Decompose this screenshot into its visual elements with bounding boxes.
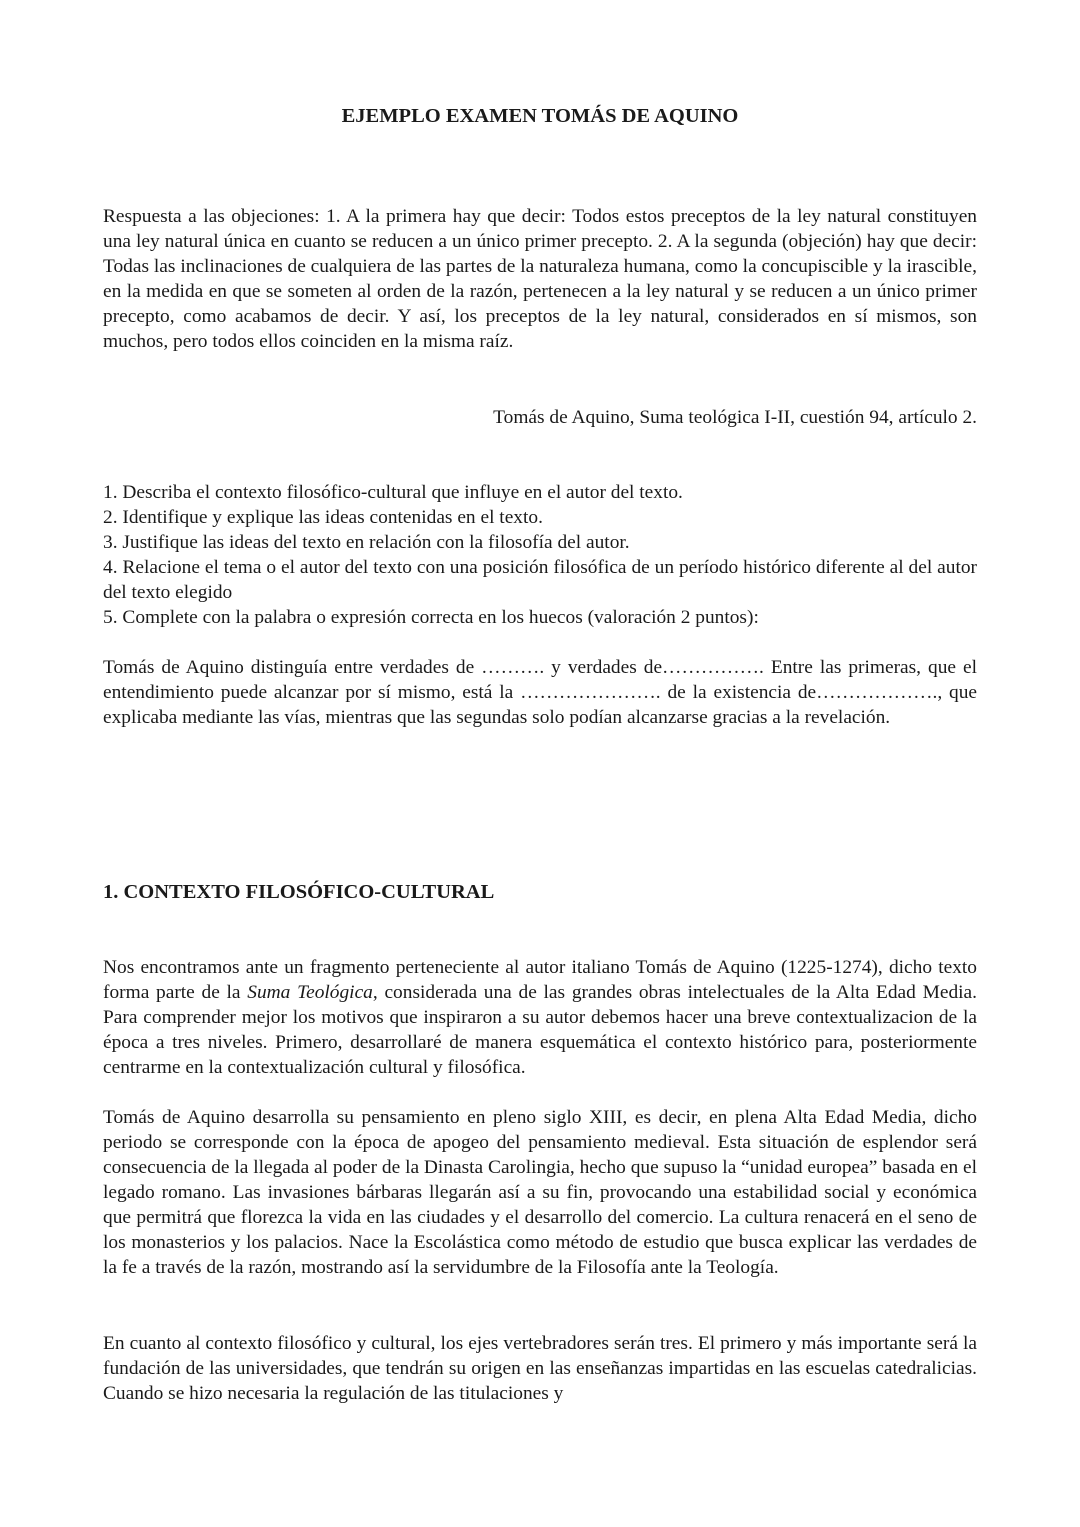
paragraph-text: , considerada una de las grandes obras intelectuales de la Alta Edad Media. Para comprender mejor los motivos que inspiraron a su autor debemos hacer una breve contextualizacion de la época a tres niveles. Primero, desarrollaré de manera esquemática el contexto histórico para, posteriormente centrarme en la contextualización cultural y filosófica. — [103, 982, 977, 1078]
section-heading: 1. CONTEXTO FILOSÓFICO-CULTURAL — [103, 881, 495, 903]
fill-in-exercise: Tomás de Aquino distinguía entre verdades de ………. y verdades de……………. Entre las primeras, que el entendimiento puede alcanzar por sí mismo, está la …………………. de la existencia de………………., que explicaba mediante las vías, mientras que las segundas solo podían alcanzarse gracias a la revelación. — [103, 657, 977, 728]
question-item: 1. Describa el contexto filosófico-cultural que influye en el autor del texto. — [103, 482, 683, 503]
section-paragraph — [103, 955, 977, 1080]
section-paragraph: Tomás de Aquino desarrolla su pensamiento en pleno siglo XIII, es decir, en plena Alta Edad Media, dicho periodo se corresponde con la época de apogeo del pensamiento medieval. Esta situación de esplendor será consecuencia de la llegada al poder de la Dinasta Carolingia, hecho que supuso la “unidad europea” basada en el legado romano. Las invasiones bárbaras llegarán así a su fin, provocando una estabilidad social y económica que permitrá que florezca la vida en las ciudades y el desarrollo del comercio. La cultura renacerá en el seno de los monasterios y los palacios. Nace la Escolástica como método de estudio que busca explicar las verdades de la fe a través de la razón, mostrando así la servidumbre de la Filosofía ante la Teología. — [103, 1107, 977, 1278]
paragraph-text: Nos encontramos ante un fragmento perteneciente al autor italiano Tomás de Aquino (1225-1274), dicho texto forma parte de la — [103, 957, 977, 1003]
question-item: 5. Complete con la palabra o expresión correcta en los huecos (valoración 2 puntos): — [103, 607, 759, 628]
question-list — [103, 480, 977, 630]
question-item: 2. Identifique y explique las ideas contenidas en el texto. — [103, 507, 543, 528]
exam-excerpt: Respuesta a las objeciones: 1. A la primera hay que decir: Todos estos preceptos de la ley natural constituyen una ley natural única en cuanto se reducen a un único primer precepto. 2. A la segunda (objeción) hay que decir: Todas las inclinaciones de cualquiera de las partes de la naturaleza humana, como la concupiscible y la irascible, en la medida en que se someten al orden de la razón, pertenecen a la ley natural y se reducen a un único primer precepto, como acabamos de decir. Y así, los preceptos de la ley natural, considerados en sí mismos, son muchos, pero todos ellos coinciden en la misma raíz. — [103, 206, 977, 352]
work-title: Suma Teológica — [247, 982, 373, 1003]
section-paragraph: En cuanto al contexto filosófico y cultural, los ejes vertebradores serán tres. El primero y más importante será la fundación de las universidades, que tendrán su origen en las enseñanzas impartidas en las escuelas catedralicias. Cuando se hizo necesaria la regulación de las titulaciones y — [103, 1333, 977, 1404]
excerpt-citation: Tomás de Aquino, Suma teológica I-II, cuestión 94, artículo 2. — [493, 407, 977, 428]
question-item: 3. Justifique las ideas del texto en relación con la filosofía del autor. — [103, 532, 630, 553]
document-title: EJEMPLO EXAMEN TOMÁS DE AQUINO — [341, 105, 739, 127]
question-item: 4. Relacione el tema o el autor del texto con una posición filosófica de un período histórico diferente al del autor del texto elegido — [103, 557, 977, 603]
